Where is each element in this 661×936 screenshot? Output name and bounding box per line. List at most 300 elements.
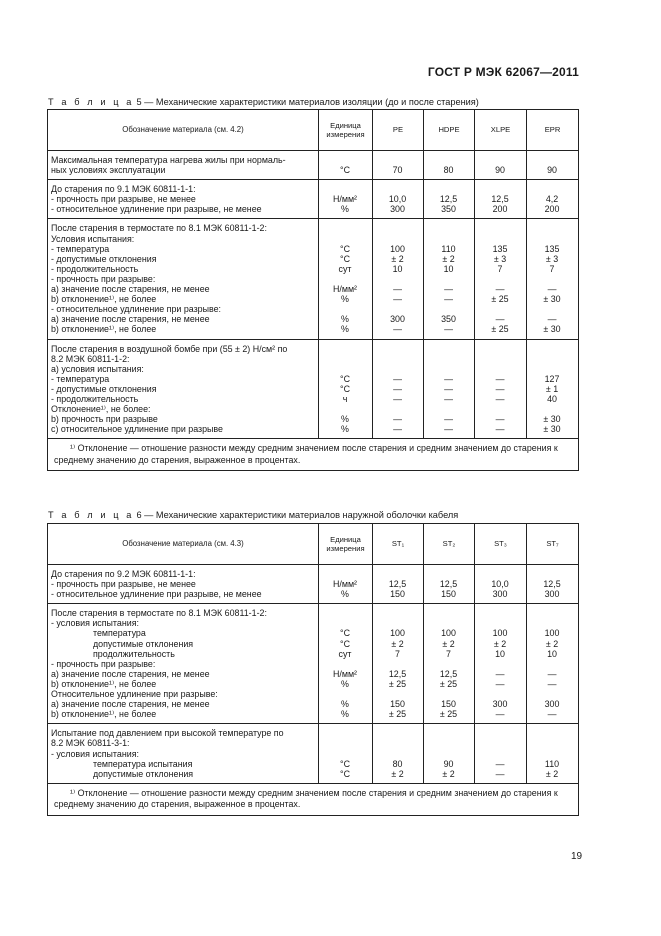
table-section [48,604,579,724]
table-cell-line [530,569,574,579]
table-cell-line [322,234,368,244]
table-cell-line: ± 25 [491,324,509,335]
table-cell-line: — [444,294,453,305]
table-cell-line: % [341,294,349,305]
table-cell-line: - прочность при разрыве: [51,273,156,284]
table-cell-line: — [393,424,402,435]
table-cell-line: — [444,373,453,384]
table-section [48,339,579,439]
value-cell [424,219,475,339]
table-cell-line: 300 [492,589,508,600]
table-cell-line: 12,5 [439,668,458,679]
table-cell-line [376,659,419,669]
table-cell-line: % [341,678,349,689]
table-cell-line: — [495,393,505,404]
table-cell-line: - условия испытания: [51,618,139,629]
table-cell-line [322,274,368,284]
column-header: HDPE [424,110,475,151]
table-cell-line [530,364,574,374]
table-cell-line: 127 [544,373,560,384]
table-cell-line: 135 [492,243,508,254]
table-cell-line [376,184,419,194]
table-cell-line: 10 [495,648,505,659]
table-cell-line: 12,5 [439,194,458,205]
table-cell-line: Н/мм² [332,194,358,205]
table-cell-line: — [393,284,402,295]
table-cell-line: °С [340,253,350,264]
table-cell-line [530,618,574,628]
table-cell-line [530,608,574,618]
table-cell-line: ± 3 [545,253,559,264]
table-cell-line: 90 [495,165,505,176]
table-cell-line [376,618,419,628]
table-cell-line: 10 [392,263,403,274]
table-cell-line [376,749,419,759]
table-cell-line: допустимые отклонения [93,768,194,779]
table-cell-line [427,749,470,759]
table-cell-line: 300 [390,204,405,215]
table-cell-line: 300 [492,699,508,710]
table6-caption-text: 6 — Механические характеристики материалов наружной оболочки кабеля [133,510,459,520]
table-cell-line: ± 30 [543,424,561,435]
table-cell-line [322,404,368,414]
table-cell-line: — [444,383,453,394]
value-cell [373,339,424,439]
table5 [47,109,579,471]
value-cell [527,604,579,724]
table-cell-line: 150 [441,699,456,710]
table-cell-line: a) значение после старения, не менее [51,668,210,679]
table-cell-line: 110 [544,758,560,769]
table-cell-line: — [495,768,505,779]
table-cell-line: продолжительность [93,648,175,659]
table-cell-line [376,738,419,748]
table-cell-line: 100 [390,628,405,639]
value-cell [373,565,424,604]
table-cell-line: ± 30 [543,324,561,335]
table-cell-line: 12,5 [439,579,458,590]
value-cell [424,565,475,604]
value-cell [373,151,424,180]
table6 [47,523,579,816]
table-header-row [48,524,579,565]
value-cell [373,604,424,724]
table-cell-line [530,274,574,284]
unit-cell [319,151,373,180]
table-cell-line: 90 [443,758,454,769]
table-cell-line [478,404,522,414]
table-cell-line: ± 2 [391,768,404,779]
table5-caption-prefix: Т а б л и ц а [48,97,134,107]
table-cell-line: 80 [392,758,403,769]
table-cell-line [478,364,522,374]
value-cell [424,180,475,219]
value-cell [424,339,475,439]
table-cell-line: 100 [492,628,508,639]
table-cell-line [322,364,368,374]
table-cell-line [530,404,574,414]
table-cell-line: — [393,393,402,404]
table-cell-line: - продолжительность [51,393,139,404]
table-cell-line: °С [340,768,350,779]
table-cell-line: — [495,678,505,689]
table-cell-line: 300 [390,314,405,325]
table-cell-line: 100 [390,243,405,254]
table-cell-line: — [547,668,557,679]
document-header: ГОСТ Р МЭК 62067—2011 [427,65,579,79]
table-cell-line: 150 [390,589,405,600]
table-cell-line: — [495,414,505,425]
table-cell-line: 70 [392,165,403,176]
table-cell-line [530,728,574,738]
table-cell-line [322,354,368,364]
unit-cell [319,339,373,439]
table-cell-line: температура испытания [93,758,193,769]
table-section [48,724,579,783]
table-cell-line: — [495,383,505,394]
table-cell-line: b) отклонение¹⁾, не более [51,294,157,305]
table-cell-line: — [495,314,505,325]
description-cell [48,339,319,439]
table-cell-line: 7 [497,263,503,274]
table-cell-line: c) относительное удлинение при разрыве [51,424,223,435]
table-cell-line: % [341,324,349,335]
table-cell-line: % [341,204,349,215]
table-cell-line: °С [340,243,350,254]
table-cell-line [427,354,470,364]
table-cell-line [530,354,574,364]
table-cell-line: °С [340,165,350,176]
table-cell-line: — [547,284,557,295]
table-cell-line: После старения в термостате по 8.1 МЭК 60811-1-2: [51,608,267,619]
table-cell-line: 200 [492,204,508,215]
table-cell-line: - прочность при разрыве, не менее [51,194,196,205]
table-cell-line: ± 30 [543,414,561,425]
table-cell-line: 300 [544,699,560,710]
table-cell-line: 7 [549,263,555,274]
table5-caption-text: 5 — Механические характеристики материалов изоляции (до и после старения) [133,97,479,107]
table-cell-line: ± 2 [442,768,455,779]
column-header: XLPE [475,110,527,151]
table-cell-line [478,569,522,579]
description-cell [48,565,319,604]
table-cell-line: ч [342,393,348,404]
table-cell-line [478,659,522,669]
table-cell-line: a) значение после старения, не менее [51,284,210,295]
table-cell-line: - относительное удлинение при разрыве: [51,304,221,315]
table-cell-line: — [393,414,402,425]
table-cell-line: - относительное удлинение при разрыве, не менее [51,589,262,600]
table-cell-line: 12,5 [388,668,407,679]
table-cell-line: ных условиях эксплуатации [51,165,166,176]
table-cell-line: ± 2 [493,638,507,649]
table-cell-line: - допустимые отклонения [51,383,157,394]
table-cell-line [376,155,419,165]
table-cell-line: ± 25 [388,678,407,689]
table-section [48,151,579,180]
table-cell-line: — [393,383,402,394]
table-cell-line: допустимые отклонения [93,638,194,649]
table-cell-line: температура [93,628,146,639]
table-cell-line: - прочность при разрыве: [51,658,156,669]
table-cell-line: ± 2 [545,638,559,649]
table-cell-line: — [444,393,453,404]
table-cell-line [376,569,419,579]
table-cell-line: — [547,709,557,720]
table-footnote-row [48,439,579,471]
table-cell-line: 150 [390,699,405,710]
table-cell-line [322,689,368,699]
table-cell-line [427,364,470,374]
table6-caption-prefix: Т а б л и ц а [48,510,134,520]
table-cell-line: ± 30 [543,294,561,305]
table-cell-line [478,223,522,233]
table-cell-line: °С [340,373,350,384]
table-cell-line: — [547,678,557,689]
table-cell-line: ± 2 [391,638,404,649]
table-cell-line: 100 [441,628,456,639]
table-cell-line [427,738,470,748]
table-cell-line: b) прочность при разрыве [51,414,158,425]
table-cell-line: - допустимые отклонения [51,253,157,264]
table-cell-line [427,184,470,194]
column-header: Единица измерения [319,524,373,565]
table-cell-line [322,184,368,194]
table-cell-line: Н/мм² [332,284,358,295]
table-section [48,565,579,604]
table-cell-line: b) отклонение¹⁾, не более [51,324,157,335]
unit-cell [319,604,373,724]
table-cell-line [376,364,419,374]
value-cell [424,604,475,724]
table-cell-line: a) значение после старения, не менее [51,314,210,325]
table-cell-line: Относительное удлинение при разрыве: [51,689,218,700]
table-cell-line [376,689,419,699]
table-cell-line: ± 2 [442,638,455,649]
table5-caption [48,97,479,107]
table-cell-line: — [495,284,505,295]
table-cell-line [376,344,419,354]
table-cell-line: сут [338,263,352,274]
table-section [48,219,579,339]
table-cell-line: 100 [544,628,560,639]
table-cell-line: 7 [395,648,400,659]
unit-cell [319,565,373,604]
value-cell [527,219,579,339]
table-cell-line: - условия испытания: [51,748,139,759]
table-cell-line: ± 2 [391,253,404,264]
column-header: ST₂ [424,524,475,565]
column-header: Единица измерения [319,110,373,151]
table-cell-line: °С [340,638,350,649]
table-cell-line: — [547,314,557,325]
table-cell-line: - прочность при разрыве, не менее [51,579,196,590]
value-cell [475,565,527,604]
description-cell [48,151,319,180]
table-cell-line: b) отклонение¹⁾, не более [51,709,157,720]
table-cell-line: — [393,294,402,305]
table-cell-line: - продолжительность [51,263,139,274]
unit-cell [319,724,373,783]
table-cell-line: - относительное удлинение при разрыве, не менее [51,204,262,215]
table-cell-line [478,738,522,748]
table-cell-line: сут [338,648,352,659]
table-cell-line: ± 25 [439,709,458,720]
column-header: ST₁ [373,524,424,565]
table-cell-line: — [444,414,453,425]
table-cell-line: Условия испытания: [51,233,135,244]
table6-caption [48,510,458,520]
table-cell-line [376,304,419,314]
column-header: ST₇ [527,524,579,565]
table-cell-line [427,234,470,244]
table-cell-line [376,223,419,233]
table-cell-line: 10 [443,263,454,274]
table-cell-line: ± 25 [491,294,509,305]
table-cell-line: °С [340,628,350,639]
description-cell [48,724,319,783]
table-cell-line [322,304,368,314]
table-cell-line [427,608,470,618]
column-header: EPR [527,110,579,151]
value-cell [475,724,527,783]
table-cell-line [530,223,574,233]
table-cell-line [530,738,574,748]
value-cell [527,724,579,783]
table-cell-line: — [495,758,505,769]
value-cell [373,219,424,339]
table-cell-line [427,728,470,738]
table-cell-line: Испытание под давлением при высокой температуре по [51,728,284,739]
table-cell-line [376,234,419,244]
table-cell-line [427,155,470,165]
table-cell-line [530,344,574,354]
table-cell-line [427,344,470,354]
table-cell-line: 90 [547,165,557,176]
table-cell-line [322,749,368,759]
table-cell-line: % [341,709,349,720]
table-cell-line: % [341,589,349,600]
table-cell-line: 135 [544,243,560,254]
table-cell-line [376,608,419,618]
table-cell-line: a) значение после старения, не менее [51,699,210,710]
table-cell-line: 8.2 МЭК 60811-1-2: [51,353,130,364]
table-cell-line: % [341,424,349,435]
table-cell-line [478,344,522,354]
table-cell-line: — [393,324,402,335]
table-cell-line [322,618,368,628]
table-cell-line [427,274,470,284]
value-cell [475,151,527,180]
table-cell-line [478,304,522,314]
table-cell-line [322,728,368,738]
table-cell-line [478,184,522,194]
table-cell-line [427,404,470,414]
description-cell [48,219,319,339]
footnote: ¹⁾ Отклонение — отношение разности между средним значением после старения и средним значением до старения к среднему значению до старения, выраженное в процентах. [48,439,579,471]
table-cell-line: 150 [441,589,456,600]
table-cell-line [530,659,574,669]
table-cell-line [478,749,522,759]
table-cell-line: ± 25 [439,678,458,689]
table-cell-line: % [341,414,349,425]
table-cell-line: — [495,424,505,435]
table-cell-line [322,569,368,579]
column-header: Обозначение материала (см. 4.2) [48,110,319,151]
value-cell [424,151,475,180]
table-cell-line [427,659,470,669]
table-cell-line: 350 [441,314,456,325]
table-cell-line: 300 [544,589,560,600]
table-cell-line [478,728,522,738]
table-cell-line: 10,0 [388,194,407,205]
value-cell [527,151,579,180]
table-cell-line: °С [340,758,350,769]
table-cell-line: % [341,699,349,710]
table-cell-line: ± 1 [545,383,559,394]
description-cell [48,604,319,724]
description-cell [48,180,319,219]
value-cell [475,219,527,339]
table-cell-line: 110 [441,243,456,254]
table-cell-line [478,618,522,628]
table-cell-line [427,618,470,628]
table-cell-line [322,659,368,669]
table-cell-line: ± 3 [493,253,507,264]
footnote: ¹⁾ Отклонение — отношение разности между средним значением после старения и средним значением до старения к среднему значению до старения, выраженное в процентах. [48,783,579,815]
table-cell-line [376,728,419,738]
value-cell [527,565,579,604]
table-cell-line: 7 [446,648,451,659]
table-cell-line [478,155,522,165]
table-cell-line [427,304,470,314]
value-cell [424,724,475,783]
table-cell-line [376,274,419,284]
table-cell-line [530,749,574,759]
table-cell-line: 12,5 [491,194,509,205]
column-header: ST₃ [475,524,527,565]
table-cell-line: Н/мм² [332,668,358,679]
table-cell-line: — [495,373,505,384]
table-cell-line [530,155,574,165]
value-cell [373,724,424,783]
table-cell-line: — [444,284,453,295]
table-cell-line [322,344,368,354]
value-cell [527,339,579,439]
table-cell-line: — [495,668,505,679]
table-cell-line: - температура [51,243,110,254]
table-cell-line [478,354,522,364]
table-cell-line [478,689,522,699]
table-cell-line: 350 [441,204,456,215]
table-cell-line: 80 [443,165,454,176]
table-cell-line: — [444,324,453,335]
table-cell-line: - температура [51,373,110,384]
table-cell-line: a) условия испытания: [51,363,144,374]
unit-cell [319,180,373,219]
table-cell-line [322,155,368,165]
table-cell-line: 12,5 [543,579,561,590]
table-cell-line: 12,5 [388,579,407,590]
table-cell-line: 40 [547,393,557,404]
table-cell-line [376,404,419,414]
table-cell-line: Отклонение¹⁾, не более: [51,404,151,415]
table-cell-line [530,184,574,194]
table-cell-line: b) отклонение¹⁾, не более [51,678,157,689]
value-cell [373,180,424,219]
table-cell-line: 10 [547,648,557,659]
page-number: 19 [571,851,583,862]
